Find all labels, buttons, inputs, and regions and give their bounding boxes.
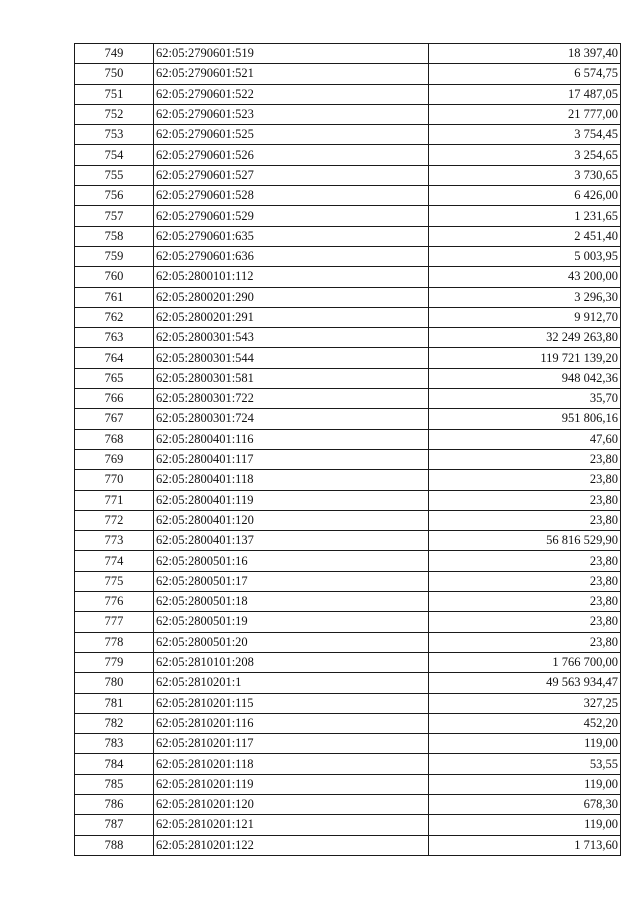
- cadastral-number-cell: 62:05:2800401:117: [154, 449, 429, 469]
- value-cell: 18 397,40: [429, 44, 621, 64]
- table-row: [75, 389, 621, 409]
- table-row: [75, 713, 621, 733]
- row-number-cell: 753: [75, 125, 154, 145]
- cadastral-number-cell: 62:05:2810201:118: [154, 754, 429, 774]
- table-row: [75, 531, 621, 551]
- row-number-cell: 784: [75, 754, 154, 774]
- row-number-cell: 760: [75, 267, 154, 287]
- table-row: [75, 510, 621, 530]
- row-number-cell: 766: [75, 389, 154, 409]
- value-cell: 23,80: [429, 571, 621, 591]
- table-row: [75, 592, 621, 612]
- cadastral-number-cell: 62:05:2800501:20: [154, 632, 429, 652]
- table-row: [75, 449, 621, 469]
- cadastral-value-table: [74, 43, 621, 856]
- row-number-cell: 763: [75, 328, 154, 348]
- value-cell: 23,80: [429, 449, 621, 469]
- cadastral-number-cell: 62:05:2810201:120: [154, 794, 429, 814]
- value-cell: 23,80: [429, 510, 621, 530]
- cadastral-number-cell: 62:05:2800401:119: [154, 490, 429, 510]
- table-row: [75, 470, 621, 490]
- value-cell: 43 200,00: [429, 267, 621, 287]
- table-row: [75, 673, 621, 693]
- value-cell: 6 574,75: [429, 64, 621, 84]
- table-row: [75, 551, 621, 571]
- row-number-cell: 761: [75, 287, 154, 307]
- value-cell: 1 713,60: [429, 835, 621, 855]
- table-row: [75, 652, 621, 672]
- value-cell: 951 806,16: [429, 409, 621, 429]
- cadastral-number-cell: 62:05:2800201:291: [154, 307, 429, 327]
- cadastral-number-cell: 62:05:2810201:117: [154, 734, 429, 754]
- table-row: [75, 165, 621, 185]
- row-number-cell: 783: [75, 734, 154, 754]
- cadastral-number-cell: 62:05:2790601:635: [154, 226, 429, 246]
- value-cell: 23,80: [429, 612, 621, 632]
- table-row: [75, 226, 621, 246]
- cadastral-number-cell: 62:05:2810201:115: [154, 693, 429, 713]
- row-number-cell: 750: [75, 64, 154, 84]
- row-number-cell: 754: [75, 145, 154, 165]
- table-row: [75, 328, 621, 348]
- row-number-cell: 786: [75, 794, 154, 814]
- cadastral-number-cell: 62:05:2790601:529: [154, 206, 429, 226]
- cadastral-number-cell: 62:05:2800301:544: [154, 348, 429, 368]
- table-row: [75, 307, 621, 327]
- row-number-cell: 765: [75, 368, 154, 388]
- cadastral-number-cell: 62:05:2800501:17: [154, 571, 429, 591]
- value-cell: 9 912,70: [429, 307, 621, 327]
- table-row: [75, 246, 621, 266]
- cadastral-number-cell: 62:05:2790601:527: [154, 165, 429, 185]
- row-number-cell: 756: [75, 186, 154, 206]
- row-number-cell: 770: [75, 470, 154, 490]
- row-number-cell: 767: [75, 409, 154, 429]
- table-row: [75, 267, 621, 287]
- cadastral-number-cell: 62:05:2810201:122: [154, 835, 429, 855]
- value-cell: 1 766 700,00: [429, 652, 621, 672]
- table-row: [75, 815, 621, 835]
- value-cell: 47,60: [429, 429, 621, 449]
- row-number-cell: 782: [75, 713, 154, 733]
- table-row: [75, 754, 621, 774]
- table-row: [75, 64, 621, 84]
- cadastral-number-cell: 62:05:2790601:526: [154, 145, 429, 165]
- cadastral-number-cell: 62:05:2800401:120: [154, 510, 429, 530]
- row-number-cell: 762: [75, 307, 154, 327]
- cadastral-number-cell: 62:05:2810201:116: [154, 713, 429, 733]
- value-cell: 56 816 529,90: [429, 531, 621, 551]
- value-cell: 327,25: [429, 693, 621, 713]
- table-row: [75, 206, 621, 226]
- cadastral-number-cell: 62:05:2800501:19: [154, 612, 429, 632]
- row-number-cell: 751: [75, 84, 154, 104]
- row-number-cell: 788: [75, 835, 154, 855]
- value-cell: 948 042,36: [429, 368, 621, 388]
- cadastral-number-cell: 62:05:2800101:112: [154, 267, 429, 287]
- row-number-cell: 764: [75, 348, 154, 368]
- cadastral-number-cell: 62:05:2800301:724: [154, 409, 429, 429]
- cadastral-number-cell: 62:05:2800401:118: [154, 470, 429, 490]
- value-cell: 32 249 263,80: [429, 328, 621, 348]
- value-cell: 452,20: [429, 713, 621, 733]
- value-cell: 21 777,00: [429, 104, 621, 124]
- value-cell: 119,00: [429, 815, 621, 835]
- table-row: [75, 490, 621, 510]
- table-row: [75, 409, 621, 429]
- table-row: [75, 571, 621, 591]
- row-number-cell: 769: [75, 449, 154, 469]
- row-number-cell: 775: [75, 571, 154, 591]
- row-number-cell: 768: [75, 429, 154, 449]
- cadastral-number-cell: 62:05:2790601:521: [154, 64, 429, 84]
- value-cell: 119,00: [429, 734, 621, 754]
- value-cell: 3 730,65: [429, 165, 621, 185]
- cadastral-number-cell: 62:05:2800201:290: [154, 287, 429, 307]
- table-row: [75, 44, 621, 64]
- row-number-cell: 755: [75, 165, 154, 185]
- row-number-cell: 785: [75, 774, 154, 794]
- cadastral-number-cell: 62:05:2810101:208: [154, 652, 429, 672]
- row-number-cell: 787: [75, 815, 154, 835]
- cadastral-number-cell: 62:05:2800501:16: [154, 551, 429, 571]
- cadastral-number-cell: 62:05:2790601:636: [154, 246, 429, 266]
- table-row: [75, 835, 621, 855]
- row-number-cell: 758: [75, 226, 154, 246]
- value-cell: 3 754,45: [429, 125, 621, 145]
- cadastral-number-cell: 62:05:2800301:581: [154, 368, 429, 388]
- row-number-cell: 771: [75, 490, 154, 510]
- row-number-cell: 749: [75, 44, 154, 64]
- table-row: [75, 125, 621, 145]
- row-number-cell: 759: [75, 246, 154, 266]
- table-row: [75, 612, 621, 632]
- table-row: [75, 693, 621, 713]
- table-row: [75, 734, 621, 754]
- cadastral-number-cell: 62:05:2790601:523: [154, 104, 429, 124]
- value-cell: 23,80: [429, 632, 621, 652]
- row-number-cell: 781: [75, 693, 154, 713]
- row-number-cell: 778: [75, 632, 154, 652]
- cadastral-number-cell: 62:05:2790601:528: [154, 186, 429, 206]
- value-cell: 49 563 934,47: [429, 673, 621, 693]
- table-row: [75, 774, 621, 794]
- cadastral-number-cell: 62:05:2790601:519: [154, 44, 429, 64]
- row-number-cell: 757: [75, 206, 154, 226]
- row-number-cell: 752: [75, 104, 154, 124]
- table-row: [75, 186, 621, 206]
- value-cell: 53,55: [429, 754, 621, 774]
- cadastral-number-cell: 62:05:2800401:116: [154, 429, 429, 449]
- value-cell: 23,80: [429, 551, 621, 571]
- cadastral-number-cell: 62:05:2800501:18: [154, 592, 429, 612]
- value-cell: 678,30: [429, 794, 621, 814]
- cadastral-number-cell: 62:05:2790601:522: [154, 84, 429, 104]
- row-number-cell: 773: [75, 531, 154, 551]
- value-cell: 3 254,65: [429, 145, 621, 165]
- cadastral-number-cell: 62:05:2810201:121: [154, 815, 429, 835]
- row-number-cell: 779: [75, 652, 154, 672]
- value-cell: 23,80: [429, 470, 621, 490]
- value-cell: 3 296,30: [429, 287, 621, 307]
- value-cell: 23,80: [429, 592, 621, 612]
- table-row: [75, 429, 621, 449]
- cadastral-number-cell: 62:05:2800301:543: [154, 328, 429, 348]
- cadastral-number-cell: 62:05:2800401:137: [154, 531, 429, 551]
- table-row: [75, 287, 621, 307]
- value-cell: 17 487,05: [429, 84, 621, 104]
- row-number-cell: 777: [75, 612, 154, 632]
- table-row: [75, 632, 621, 652]
- value-cell: 6 426,00: [429, 186, 621, 206]
- value-cell: 2 451,40: [429, 226, 621, 246]
- table-row: [75, 348, 621, 368]
- value-cell: 23,80: [429, 490, 621, 510]
- table-row: [75, 84, 621, 104]
- cadastral-number-cell: 62:05:2810201:1: [154, 673, 429, 693]
- row-number-cell: 780: [75, 673, 154, 693]
- value-cell: 119 721 139,20: [429, 348, 621, 368]
- table-body: [75, 44, 621, 856]
- table-row: [75, 104, 621, 124]
- row-number-cell: 772: [75, 510, 154, 530]
- table-row: [75, 368, 621, 388]
- cadastral-number-cell: 62:05:2810201:119: [154, 774, 429, 794]
- table-row: [75, 794, 621, 814]
- value-cell: 119,00: [429, 774, 621, 794]
- table-row: [75, 145, 621, 165]
- row-number-cell: 774: [75, 551, 154, 571]
- value-cell: 35,70: [429, 389, 621, 409]
- cadastral-number-cell: 62:05:2800301:722: [154, 389, 429, 409]
- value-cell: 1 231,65: [429, 206, 621, 226]
- value-cell: 5 003,95: [429, 246, 621, 266]
- row-number-cell: 776: [75, 592, 154, 612]
- cadastral-number-cell: 62:05:2790601:525: [154, 125, 429, 145]
